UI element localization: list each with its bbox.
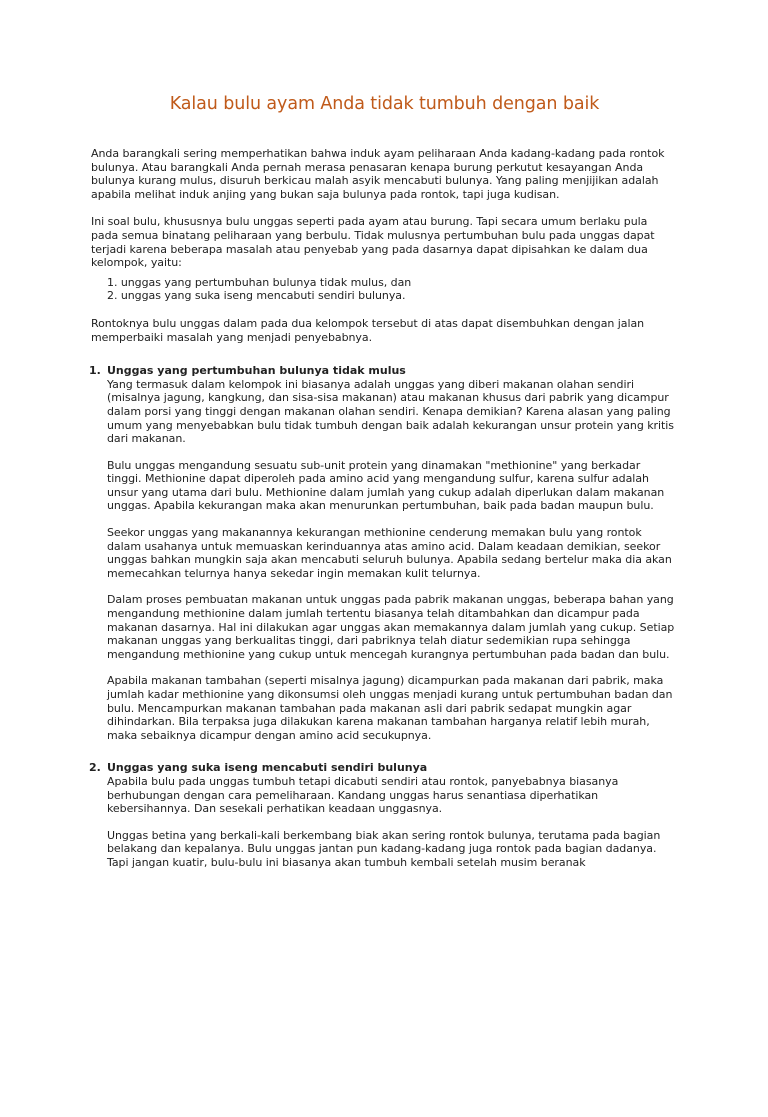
section-1-paragraph-2: Bulu unggas mengandung sesuatu sub-unit protein yang dinamakan "methionine" yang berkadar tinggi. Methionine dapat diperoleh pada amino acid yang mengandung sulfur, karena sulfur adalah unsur yang utama dari bulu. Methionine dalam jumlah yang cukup adalah diperlukan dalam makanan unggas. Apabila kekurangan maka akan menurunkan pertumbuhan, baik pada badan maupun bulu. <box>107 458 665 513</box>
intro-paragraph-3: Rontoknya bulu unggas dalam pada dua kelompok tersebut di atas dapat disembuhkan dengan jalan memperbaiki masalah yang menjadi penyebabnya. <box>91 316 645 344</box>
section-2-paragraph-2: Unggas betina yang berkali-kali berkembang biak akan sering rontok bulunya, terutama pada bagian belakang dan kepalanya. Bulu unggas jantan pun kadang-kadang juga rontok pada bagian dadanya. Tapi jangan kuatir, bulu-bulu ini biasanya akan tumbuh kembali setelah musim beranak <box>107 828 661 869</box>
document-page <box>0 93 768 1117</box>
section-2-heading: Unggas yang suka iseng mencabuti sendiri bulunya <box>107 761 428 775</box>
section-1-paragraph-3: Seekor unggas yang makanannya kekurangan methionine cenderung memakan bulu yang rontok dalam usahanya untuk memuaskan kerinduannya atas amino acid. Dalam keadaan demikian, seekor unggas bahkan mungkin saja akan mencabuti seluruh bulunya. Apabila sedang bertelur maka dia akan memecahkan telurnya hanya sekedar ingin memakan kulit telurnya. <box>107 526 672 580</box>
section-1-number: 1. <box>89 364 101 378</box>
section-1 <box>91 364 678 742</box>
section-1-heading: Unggas yang pertumbuhan bulunya tidak mulus <box>107 364 406 378</box>
page-title: Kalau bulu ayam Anda tidak tumbuh dengan baik <box>169 94 600 114</box>
section-1-paragraph-1: Yang termasuk dalam kelompok ini biasanya adalah unggas yang diberi makanan olahan sendiri (misalnya jagung, kangkung, dan sisa-sisa makanan) atau makanan khusus dari pabrik yang dicampur dalam porsi yang tinggi dengan makanan olahan sendiri. Kenapa demikian? Karena alasan yang paling umum yang menyebabkan bulu tidak tumbuh dengan baik adalah kekurangan unsur protein yang kritis dari makanan. <box>107 377 674 446</box>
section-1-paragraph-5: Apabila makanan tambahan (seperti misalnya jagung) dicampurkan pada makanan dari pabrik, maka jumlah kadar methionine yang dikonsumsi oleh unggas menjadi kurang untuk pertumbuhan badan dan bulu. Mencampurkan makanan tambahan pada makanan asli dari pabrik sedapat mungkin agar dihindarkan. Bila terpaksa juga dilakukan karena makanan tambahan harganya relatif lebih murah, maka sebaiknya dicampur dengan amino acid secukupnya. <box>107 674 673 742</box>
intro-paragraph-1: Anda barangkali sering memperhatikan bahwa induk ayam peliharaan Anda kadang-kadang pada rontok bulunya. Atau barangkali Anda pernah merasa penasaran kenapa burung perkutut kesayangan Anda bulunya kurang mulus, disuruh berkicau malah asyik mencabuti bulunya. Yang paling menjijikan adalah apabila melihat induk anjing yang bukan saja bulunya pada rontok, tapi juga kudisan. <box>91 147 665 201</box>
group-list-item-2: 2. unggas yang suka iseng mencabuti sendiri bulunya. <box>107 289 406 303</box>
section-2-number: 2. <box>89 761 101 775</box>
section-2-paragraph-1: Apabila bulu pada unggas tumbuh tetapi dicabuti sendiri atau rontok, panyebabnya biasanya berhubungan dengan cara pemeliharaan. Kandang unggas harus senantiasa diperhatikan kebersihannya. Dan sesekali perhatikan keadaan unggasnya. <box>107 774 619 816</box>
section-2 <box>91 761 678 869</box>
intro-paragraph-2: Ini soal bulu, khususnya bulu unggas seperti pada ayam atau burung. Tapi secara umum berlaku pula pada semua binatang peliharaan yang berbulu. Tidak mulusnya pertumbuhan bulu pada unggas dapat terjadi karena beberapa masalah atau penyebab yang pada dasarnya dapat dipisahkan ke dalam dua kelompok, yaitu: <box>91 215 655 270</box>
group-list-item-1: 1. unggas yang pertumbuhan bulunya tidak mulus, dan <box>107 275 412 289</box>
group-list <box>91 276 678 303</box>
section-1-paragraph-4: Dalam proses pembuatan makanan untuk unggas pada pabrik makanan unggas, beberapa bahan yang mengandung methionine dalam jumlah tertentu biasanya telah ditambahkan dan dicampur pada makanan dasarnya. Hal ini dilakukan agar unggas akan memakannya dalam jumlah yang cukup. Setiap makanan unggas yang berkualitas tinggi, dari pabriknya telah diatur sedemikian rupa sehingga mengandung methionine yang cukup untuk mencegah kurangnya pertumbuhan pada badan dan bulu. <box>107 593 675 661</box>
